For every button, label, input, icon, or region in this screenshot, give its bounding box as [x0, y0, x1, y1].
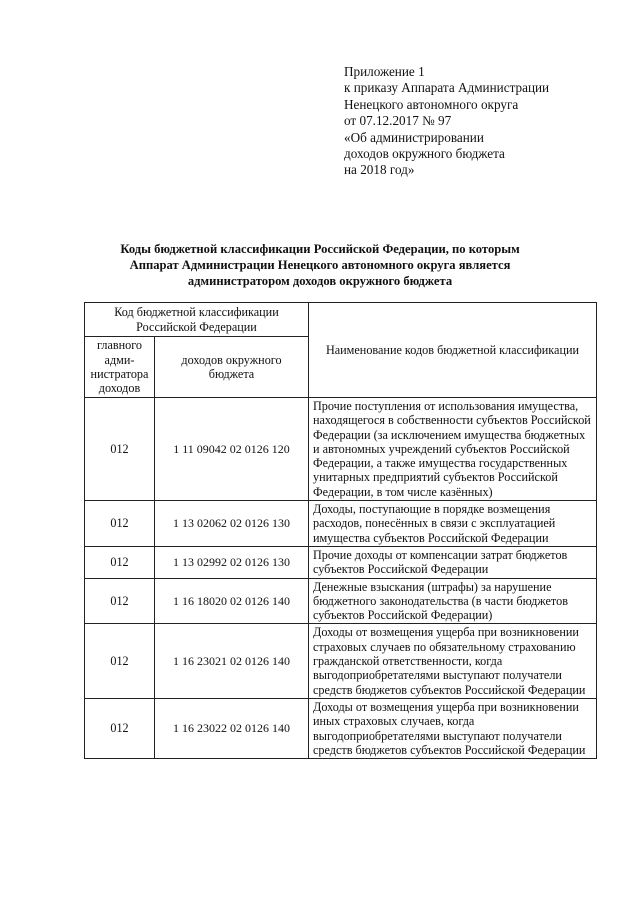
- table-row: [85, 698, 597, 758]
- appendix-line: «Об администрировании: [344, 129, 484, 145]
- appendix-line: от 07.12.2017 № 97: [344, 113, 452, 129]
- budget-codes-table: [84, 302, 597, 759]
- table-row: [85, 398, 597, 501]
- appendix-line: к приказу Аппарата Администрации: [344, 80, 550, 96]
- header-code-group: Код бюджетной классификации Российской Федерации: [85, 303, 309, 337]
- admin-code-cell: 012: [85, 546, 155, 578]
- appendix-block: [344, 64, 604, 179]
- admin-code-cell: 012: [85, 501, 155, 547]
- header-admin: главного адми-нистратора доходов: [85, 337, 155, 398]
- table-row: [85, 578, 597, 624]
- income-code-cell: 1 16 23021 02 0126 140: [155, 624, 309, 698]
- appendix-line: доходов окружного бюджета: [344, 146, 505, 162]
- appendix-line: Ненецкого автономного округа: [344, 96, 519, 112]
- description-cell: Доходы от возмещения ущерба при возникновении иных страховых случаев, когда выгодоприобретателями выступают получатели средств бюджетов субъектов Российской Федерации: [309, 698, 597, 758]
- income-code-cell: 1 13 02992 02 0126 130: [155, 546, 309, 578]
- income-code-cell: 1 16 18020 02 0126 140: [155, 578, 309, 624]
- description-cell: Денежные взыскания (штрафы) за нарушение бюджетного законодательства (в части бюджетов субъектов Российской Федерации): [309, 578, 597, 624]
- income-code-cell: 1 13 02062 02 0126 130: [155, 501, 309, 547]
- admin-code-cell: 012: [85, 698, 155, 758]
- title-line: Аппарат Администрации Ненецкого автономного округа является: [129, 258, 511, 272]
- table-row: [85, 501, 597, 547]
- description-cell: Прочие поступления от использования имущества, находящегося в собственности субъектов Российской Федерации (за исключением имущества бюджетных и автономных учреждений субъектов Российской Федерации, а также имущества государственных унитарных предприятий субъектов Российской Федерации, в том числе казённых): [309, 398, 597, 501]
- description-cell: Прочие доходы от компенсации затрат бюджетов субъектов Российской Федерации: [309, 546, 597, 578]
- admin-code-cell: 012: [85, 624, 155, 698]
- table-row: [85, 546, 597, 578]
- appendix-line: на 2018 год»: [344, 162, 415, 178]
- description-cell: Доходы от возмещения ущерба при возникновении страховых случаев по обязательному страхованию гражданской ответственности, когда выгодоприобретателями выступают получатели средств бюджетов субъектов Российской Федерации: [309, 624, 597, 698]
- income-code-cell: 1 16 23022 02 0126 140: [155, 698, 309, 758]
- appendix-line: Приложение 1: [344, 64, 425, 79]
- header-income: доходов окружного бюджета: [155, 337, 309, 398]
- description-cell: Доходы, поступающие в порядке возмещения расходов, понесённых в связи с эксплуатацией имущества субъектов Российской Федерации: [309, 501, 597, 547]
- income-code-cell: 1 11 09042 02 0126 120: [155, 398, 309, 501]
- table-row: [85, 624, 597, 698]
- title-line: администратором доходов окружного бюджета: [187, 274, 453, 288]
- admin-code-cell: 012: [85, 398, 155, 501]
- title-line: Коды бюджетной классификации Российской Федерации, по которым: [120, 242, 520, 256]
- document-title: [70, 241, 570, 289]
- admin-code-cell: 012: [85, 578, 155, 624]
- header-name: Наименование кодов бюджетной классификации: [309, 303, 597, 398]
